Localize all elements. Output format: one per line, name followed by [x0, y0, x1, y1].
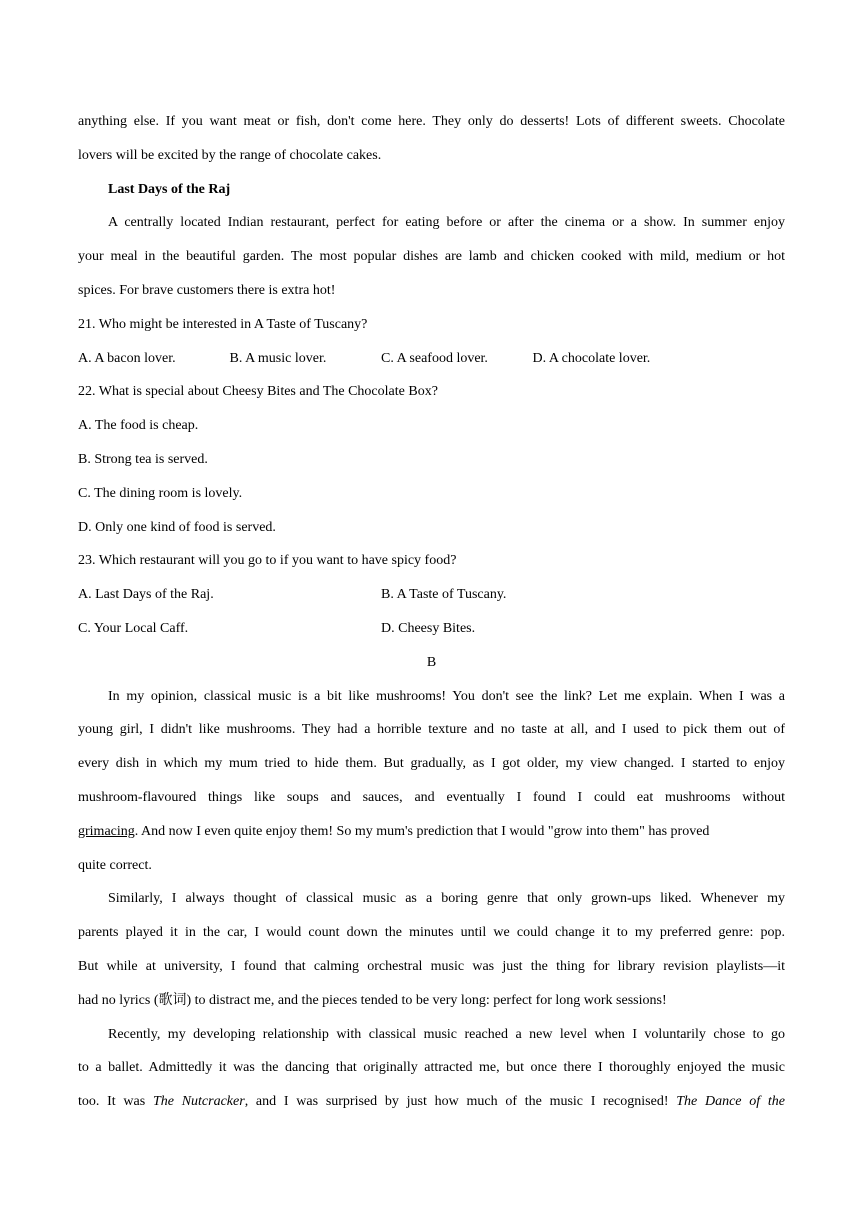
question-options — [78, 578, 785, 612]
restaurant-heading: Last Days of the Raj — [108, 181, 231, 197]
option-a: A. The food is cheap. — [78, 418, 199, 434]
question-options — [78, 342, 785, 376]
paragraph-line: anything else. If you want meat or fish, don't come here. They only do desserts! Lots of different sweets. Chocolate — [78, 114, 785, 129]
paragraph-line — [78, 815, 785, 849]
paragraph-line: to a ballet. Admittedly it was the dancing that originally attracted me, but once there I thoroughly enjoyed the music — [78, 1060, 785, 1076]
paragraph-line: But while at university, I found that calming orchestral music was just the thing for library revision playlists—it — [78, 958, 785, 974]
option-d: D. Cheesy Bites. — [381, 620, 476, 636]
paragraph-line: had no lyrics (歌词) to distract me, and the pieces tended to be very long: perfect for long work sessions! — [78, 992, 667, 1008]
work-title: The Dance of the — [676, 1094, 785, 1110]
option-d: D. A chocolate lover. — [532, 350, 651, 366]
paragraph-line: Recently, my developing relationship with classical music reached a new level when I voluntarily chose to go — [108, 1026, 785, 1042]
option-a: A. Last Days of the Raj. — [78, 587, 214, 603]
paragraph-line: spices. For brave customers there is extra hot! — [78, 282, 336, 298]
question-stem: 22. What is special about Cheesy Bites and The Chocolate Box? — [78, 384, 438, 400]
paragraph-line: lovers will be excited by the range of chocolate cakes. — [78, 147, 382, 163]
option-c: C. The dining room is lovely. — [78, 485, 243, 501]
line-text: . And now I even quite enjoy them! So my mum's prediction that I would "grow into them" has proved — [134, 823, 710, 839]
option-d: D. Only one kind of food is served. — [78, 519, 276, 535]
option-b: B. Strong tea is served. — [78, 451, 208, 467]
paragraph-line: In my opinion, classical music is a bit like mushrooms! You don't see the link? Let me explain. When I was a — [108, 688, 785, 704]
option-c: C. Your Local Caff. — [78, 620, 189, 636]
document-page — [78, 105, 785, 1119]
paragraph-line: your meal in the beautiful garden. The most popular dishes are lamb and chicken cooked with mild, medium or hot — [78, 249, 785, 265]
paragraph-line: parents played it in the car, I would count down the minutes until we could change it to my preferred genre: pop. — [78, 925, 785, 941]
question-stem: 21. Who might be interested in A Taste of Tuscany? — [78, 316, 368, 332]
paragraph-line: young girl, I didn't like mushrooms. They had a horrible texture and no taste at all, and I used to pick them out of — [78, 722, 785, 738]
paragraph-line: mushroom-flavoured things like soups and sauces, and eventually I found I could eat mushrooms without — [78, 789, 785, 805]
paragraph-line: Similarly, I always thought of classical music as a boring genre that only grown-ups liked. Whenever my — [108, 891, 785, 907]
paragraph-line — [78, 1085, 785, 1119]
question-stem: 23. Which restaurant will you go to if you want to have spicy food? — [78, 553, 457, 569]
line-text: too. It was — [78, 1094, 153, 1110]
option-b: B. A Taste of Tuscany. — [381, 587, 507, 603]
option-b: B. A music lover. — [229, 350, 327, 366]
paragraph-line: quite correct. — [78, 857, 152, 873]
underlined-word: grimacing — [78, 823, 135, 839]
section-label: B — [426, 654, 437, 670]
option-a: A. A bacon lover. — [78, 350, 176, 366]
work-title: The Nutcracker — [152, 1094, 245, 1110]
paragraph-line: A centrally located Indian restaurant, perfect for eating before or after the cinema or a show. In summer enjoy — [108, 215, 785, 231]
option-c: C. A seafood lover. — [381, 350, 488, 366]
paragraph-line: every dish in which my mum tried to hide them. But gradually, as I got older, my view changed. I started to enjoy — [78, 756, 785, 772]
question-options — [78, 612, 785, 646]
line-text: , and I was surprised by just how much of the music I recognised! — [244, 1094, 677, 1110]
